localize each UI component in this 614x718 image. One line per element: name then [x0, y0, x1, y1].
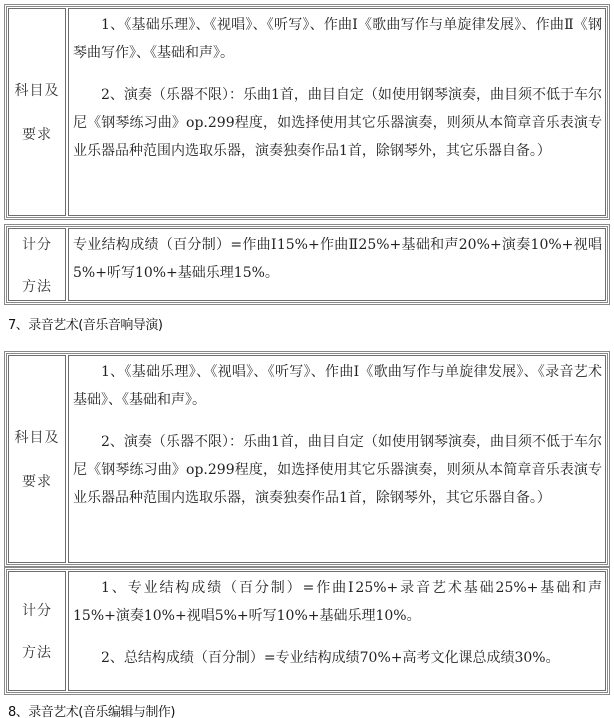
section7-scoring-label	[8, 571, 66, 691]
label-line1: 科目及	[14, 83, 60, 99]
section6-subjects-label	[8, 8, 66, 216]
section7-subjects-content	[68, 355, 606, 563]
subjects-item-1: 1、《基础乐理》、《视唱》、《听写》、作曲Ⅰ《歌曲写作与单旋律发展》、作曲Ⅱ《钢琴曲写作》、《基础和声》。	[73, 17, 602, 61]
scoring-item-1: 1、专业结构成绩（百分制）=作曲Ⅰ25%+录音艺术基础25%+基础和声15%+演奏10%+视唱5%+听写10%+基础乐理10%。	[73, 580, 602, 624]
section6-subjects-content	[68, 8, 606, 216]
section7-heading: 7、录音艺术(音乐音响导演)	[8, 318, 163, 333]
section7-subjects-table	[4, 351, 610, 567]
label-line1: 计分	[22, 603, 52, 619]
label-line1: 计分	[22, 236, 52, 253]
label-line2: 方法	[22, 278, 52, 295]
section7-scoring-content	[68, 571, 606, 691]
section8-heading: 8、录音艺术(音乐编辑与制作)	[8, 705, 175, 718]
scoring-item-2: 2、总结构成绩（百分制）=专业结构成绩70%+高考文化课总成绩30%。	[101, 650, 560, 666]
section6-scoring-label	[8, 228, 66, 301]
scoring-formula: 专业结构成绩（百分制）=作曲Ⅰ15%+作曲Ⅱ25%+基础和声20%+演奏10%+视唱5%+听写10%+基础乐理15%。	[73, 237, 602, 281]
section6-subjects-table	[4, 4, 610, 220]
section7-subjects-label	[8, 355, 66, 563]
subjects-item-1: 1、《基础乐理》、《视唱》、《听写》、作曲Ⅰ《歌曲写作与单旋律发展》、《录音艺术基础》、《基础和声》。	[73, 364, 602, 408]
section7-scoring-table	[4, 567, 610, 695]
subjects-item-2: 2、演奏（乐器不限）：乐曲1首，曲目自定（如使用钢琴演奏，曲目须不低于车尔尼《钢琴练习曲》op.299程度，如选择使用其它乐器演奏，则须从本简章音乐表演专业乐器品种范围内选取乐器，演奏独奏作品1首，除钢琴外，其它乐器自备。）	[73, 87, 602, 159]
section6-scoring-table	[4, 224, 610, 305]
label-line2: 要求	[22, 127, 52, 143]
label-line2: 要求	[22, 474, 52, 490]
label-line2: 方法	[22, 645, 52, 661]
label-line1: 科目及	[14, 430, 60, 446]
section6-scoring-content	[68, 228, 606, 301]
subjects-item-2: 2、演奏（乐器不限）：乐曲1首，曲目自定（如使用钢琴演奏，曲目须不低于车尔尼《钢琴练习曲》op.299程度，如选择使用其它乐器演奏，则须从本简章音乐表演专业乐器品种范围内选取乐器，演奏独奏作品1首，除钢琴外，其它乐器自备。）	[73, 434, 602, 506]
